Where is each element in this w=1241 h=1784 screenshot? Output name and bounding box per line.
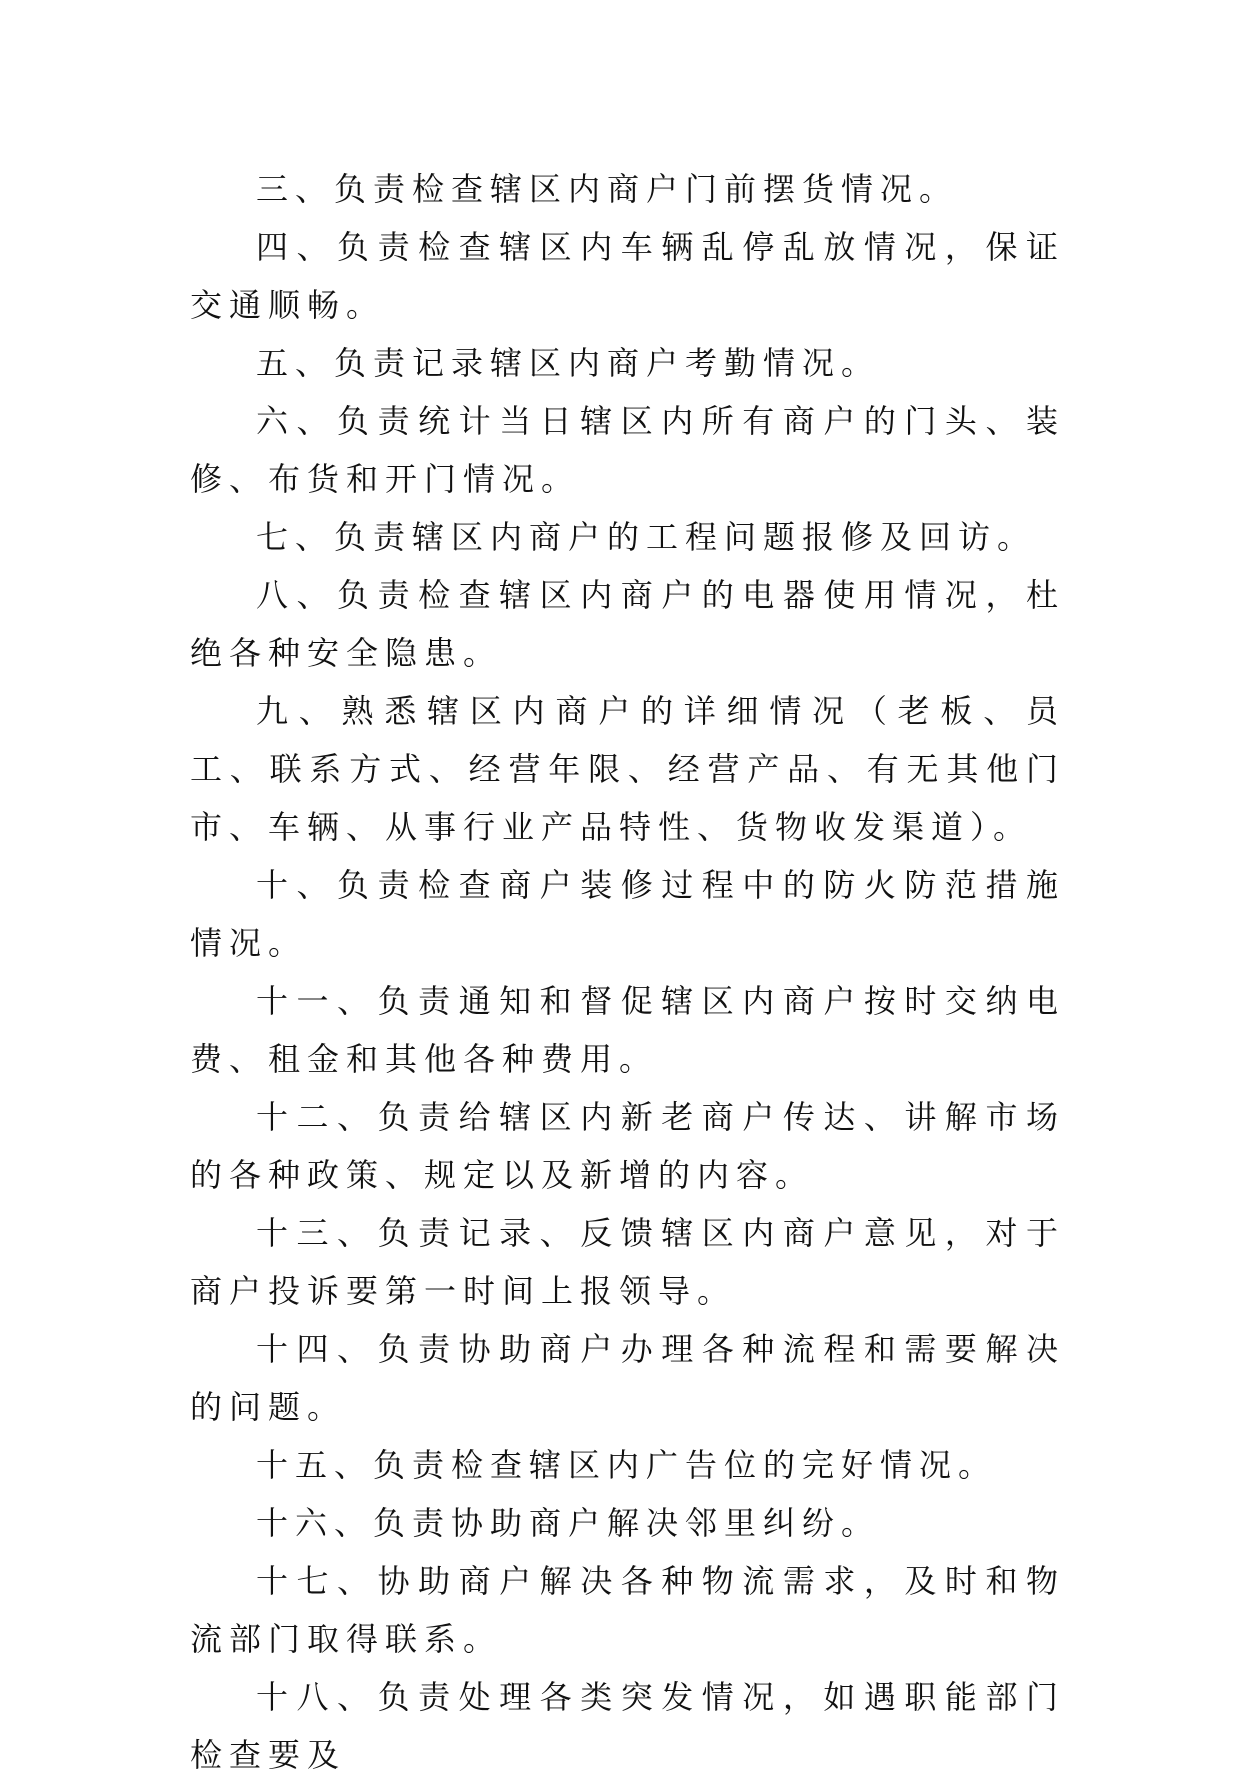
paragraph-16: 十六、负责协助商户解决邻里纠纷。: [256, 1504, 881, 1542]
paragraph-9: 九、熟悉辖区内商户的详细情况（老板、员工、联系方式、经营年限、经营产品、有无其他门市、车辆、从事行业产品特性、货物收发渠道）。: [190, 692, 1065, 846]
document-body: [190, 160, 1065, 1784]
paragraph-3: 三、负责检查辖区内商户门前摆货情况。: [256, 170, 959, 208]
paragraph-15: 十五、负责检查辖区内广告位的完好情况。: [256, 1446, 998, 1484]
paragraph-18: 十八、负责处理各类突发情况，如遇职能部门检查要及: [190, 1678, 1065, 1774]
paragraph-14: 十四、负责协助商户办理各种流程和需要解决的问题。: [190, 1330, 1065, 1426]
paragraph-4: 四、负责检查辖区内车辆乱停乱放情况，保证交通顺畅。: [190, 228, 1065, 324]
paragraph-7: 七、负责辖区内商户的工程问题报修及回访。: [256, 518, 1037, 556]
paragraph-6: 六、负责统计当日辖区内所有商户的门头、装修、布货和开门情况。: [190, 402, 1065, 498]
paragraph-13: 十三、负责记录、反馈辖区内商户意见，对于商户投诉要第一时间上报领导。: [190, 1214, 1065, 1310]
paragraph-11: 十一、负责通知和督促辖区内商户按时交纳电费、租金和其他各种费用。: [190, 982, 1065, 1078]
paragraph-10: 十、负责检查商户装修过程中的防火防范措施情况。: [190, 866, 1065, 962]
paragraph-5: 五、负责记录辖区内商户考勤情况。: [256, 344, 881, 382]
paragraph-12: 十二、负责给辖区内新老商户传达、讲解市场的各种政策、规定以及新增的内容。: [190, 1098, 1065, 1194]
paragraph-8: 八、负责检查辖区内商户的电器使用情况，杜绝各种安全隐患。: [190, 576, 1065, 672]
paragraph-17: 十七、协助商户解决各种物流需求，及时和物流部门取得联系。: [190, 1562, 1065, 1658]
